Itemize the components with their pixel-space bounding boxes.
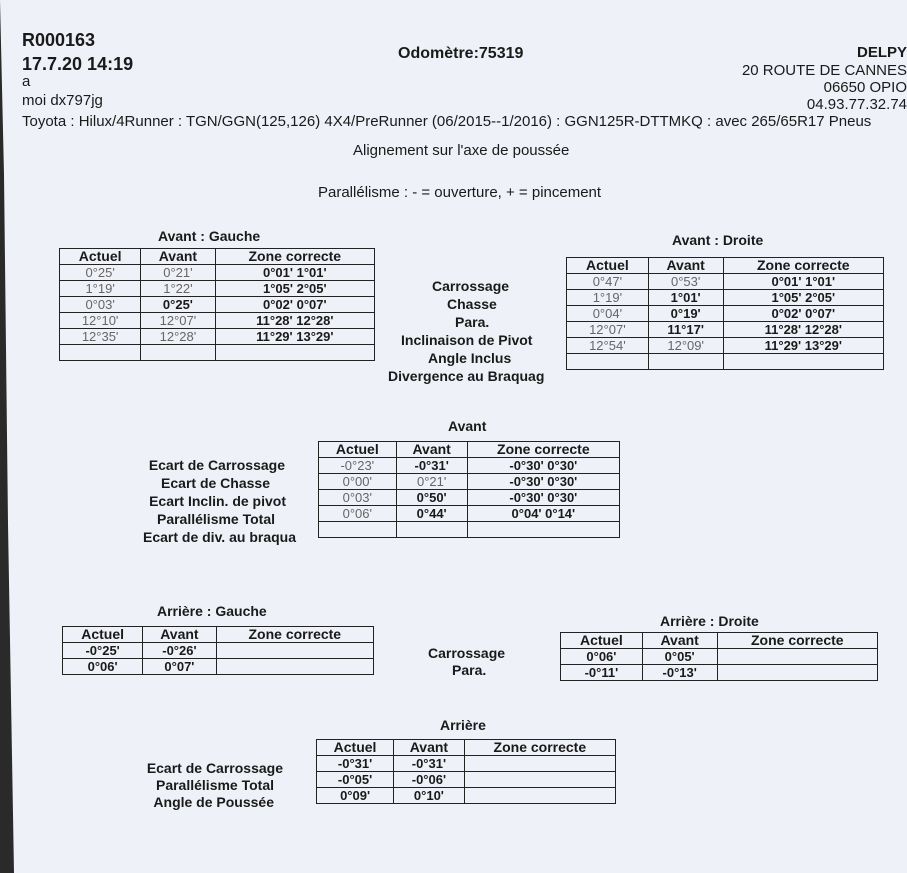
col-zone: Zone correcte xyxy=(717,633,877,649)
garage-phone: 04.93.77.32.74 xyxy=(806,96,907,113)
label-rear-parallelisme-total: Parallélisme Total xyxy=(155,777,274,793)
col-actuel: Actuel xyxy=(561,633,643,649)
table-cell: -0°05' xyxy=(317,772,394,788)
col-avant: Avant xyxy=(143,627,216,643)
table-cell: 12°28' xyxy=(141,329,215,345)
table-cell: 0°07' xyxy=(143,659,216,675)
rear-axle-table xyxy=(316,739,616,804)
table-row xyxy=(317,772,616,788)
table-cell: 11°29' 13°29' xyxy=(215,329,374,345)
label-carrossage: Carrossage xyxy=(432,278,510,294)
table-cell: 0°02' 0°07' xyxy=(215,297,374,313)
table-row xyxy=(60,313,375,329)
table-cell: 0°01' 1°01' xyxy=(215,265,374,281)
table-cell xyxy=(648,354,723,370)
table-cell: 0°21' xyxy=(141,265,215,281)
table-cell: 0°06' xyxy=(63,659,143,675)
label-angle-inclus: Angle Inclus xyxy=(428,350,512,366)
table-cell: 0°04' xyxy=(567,306,649,322)
table-cell: 1°05' 2°05' xyxy=(215,281,374,297)
garage-city: 06650 OPIO xyxy=(823,79,907,96)
table-cell xyxy=(467,522,619,538)
rear-right-table xyxy=(560,632,878,681)
table-row xyxy=(60,281,375,297)
table-cell: -0°23' xyxy=(319,458,397,474)
table-row xyxy=(319,522,620,538)
garage-name: DELPY xyxy=(856,44,907,61)
table-cell: 0°25' xyxy=(141,297,215,313)
col-zone: Zone correcte xyxy=(216,627,373,643)
table-cell: 0°06' xyxy=(561,649,643,665)
table-row xyxy=(319,490,620,506)
label-divergence-braquage: Divergence au Braquag xyxy=(388,368,545,384)
col-actuel: Actuel xyxy=(567,258,649,274)
table-row xyxy=(60,329,375,345)
rear-left-table xyxy=(62,626,374,675)
table-cell: 12°09' xyxy=(648,338,723,354)
table-row xyxy=(567,290,884,306)
table-cell: 12°54' xyxy=(567,338,649,354)
table-cell: 0°53' xyxy=(648,274,723,290)
table-cell xyxy=(464,788,615,804)
table-cell: 0°06' xyxy=(319,506,397,522)
col-actuel: Actuel xyxy=(319,442,397,458)
label-rear-para: Para. xyxy=(452,662,487,678)
operator-initial: a xyxy=(22,73,31,90)
table-cell: -0°25' xyxy=(63,643,143,659)
table-cell: 1°22' xyxy=(141,281,215,297)
label-ecart-carrossage: Ecart de Carrossage xyxy=(148,457,285,473)
table-cell xyxy=(464,756,615,772)
label-rear-carrossage: Carrossage xyxy=(428,645,506,661)
table-row xyxy=(60,297,375,313)
rear-left-title: Arrière : Gauche xyxy=(157,603,267,619)
col-actuel: Actuel xyxy=(60,249,141,265)
table-cell xyxy=(396,522,467,538)
col-zone: Zone correcte xyxy=(464,740,615,756)
table-row xyxy=(567,274,884,290)
table-cell: 0°00' xyxy=(319,474,397,490)
table-cell xyxy=(141,345,215,361)
table-cell: 11°28' 12°28' xyxy=(215,313,374,329)
table-cell: 1°19' xyxy=(60,281,141,297)
table-row xyxy=(317,788,616,804)
col-avant: Avant xyxy=(141,249,215,265)
table-cell: 0°03' xyxy=(319,490,397,506)
table-cell: 12°10' xyxy=(60,313,141,329)
alignment-mode: Alignement sur l'axe de poussée xyxy=(353,142,570,159)
vehicle-description: Toyota : Hilux/4Runner : TGN/GGN(125,126) 4X4/PreRunner (06/2015--1/2016) : GGN125R-DTTMKQ : avec 265/65R17 Pneus xyxy=(22,113,872,130)
label-ecart-chasse: Ecart de Chasse xyxy=(161,475,270,491)
table-cell: -0°31' xyxy=(394,756,465,772)
table-cell: 0°05' xyxy=(642,649,717,665)
table-cell xyxy=(216,659,373,675)
front-axle-table xyxy=(318,441,620,538)
table-cell: 1°01' xyxy=(648,290,723,306)
table-cell xyxy=(717,649,877,665)
col-zone: Zone correcte xyxy=(467,442,619,458)
table-row xyxy=(567,338,884,354)
table-cell: -0°26' xyxy=(143,643,216,659)
label-rear-ecart-carrossage: Ecart de Carrossage xyxy=(146,760,283,776)
table-cell: 0°01' 1°01' xyxy=(723,274,883,290)
rear-axle-title: Arrière xyxy=(440,717,486,733)
table-row xyxy=(63,659,374,675)
table-cell xyxy=(215,345,374,361)
table-row xyxy=(317,756,616,772)
col-avant: Avant xyxy=(394,740,465,756)
col-avant: Avant xyxy=(396,442,467,458)
label-inclinaison-pivot: Inclinaison de Pivot xyxy=(401,332,533,348)
table-row xyxy=(319,506,620,522)
front-left-title: Avant : Gauche xyxy=(158,228,261,244)
table-row xyxy=(567,322,884,338)
label-chasse: Chasse xyxy=(447,296,497,312)
table-cell xyxy=(60,345,141,361)
toe-legend: Parallélisme : - = ouverture, + = pincement xyxy=(318,184,602,201)
col-zone: Zone correcte xyxy=(215,249,374,265)
table-cell xyxy=(319,522,397,538)
table-row xyxy=(319,474,620,490)
table-cell: 11°29' 13°29' xyxy=(723,338,883,354)
table-cell: 1°19' xyxy=(567,290,649,306)
table-row xyxy=(561,649,878,665)
garage-address: 20 ROUTE DE CANNES xyxy=(741,62,907,79)
table-cell: 11°17' xyxy=(648,322,723,338)
table-row xyxy=(60,265,375,281)
table-cell xyxy=(723,354,883,370)
col-avant: Avant xyxy=(648,258,723,274)
table-cell: 0°50' xyxy=(396,490,467,506)
front-right-table xyxy=(566,257,884,370)
date-time: 17.7.20 14:19 xyxy=(22,54,134,74)
col-actuel: Actuel xyxy=(63,627,143,643)
table-row xyxy=(567,306,884,322)
table-cell: -0°31' xyxy=(396,458,467,474)
table-cell: -0°13' xyxy=(642,665,717,681)
table-cell xyxy=(464,772,615,788)
table-cell: -0°30' 0°30' xyxy=(467,458,619,474)
table-cell xyxy=(216,643,373,659)
label-ecart-inclin-pivot: Ecart Inclin. de pivot xyxy=(149,493,286,509)
col-avant: Avant xyxy=(642,633,717,649)
table-cell: 0°44' xyxy=(396,506,467,522)
table-cell: 0°04' 0°14' xyxy=(467,506,619,522)
table-cell: 1°05' 2°05' xyxy=(723,290,883,306)
table-row xyxy=(63,643,374,659)
front-axle-title: Avant xyxy=(448,418,487,434)
front-right-title: Avant : Droite xyxy=(672,232,764,248)
client-name: moi dx797jg xyxy=(22,92,103,109)
table-cell xyxy=(717,665,877,681)
label-angle-poussee: Angle de Poussée xyxy=(153,794,274,810)
table-row xyxy=(561,665,878,681)
table-cell: 0°21' xyxy=(396,474,467,490)
table-cell: 0°19' xyxy=(648,306,723,322)
front-left-table xyxy=(59,248,375,361)
table-cell xyxy=(567,354,649,370)
table-cell: 0°02' 0°07' xyxy=(723,306,883,322)
table-cell: -0°06' xyxy=(394,772,465,788)
table-row xyxy=(567,354,884,370)
label-para: Para. xyxy=(455,314,490,330)
table-cell: -0°30' 0°30' xyxy=(467,474,619,490)
col-actuel: Actuel xyxy=(317,740,394,756)
table-cell: 0°10' xyxy=(394,788,465,804)
reference-number: R000163 xyxy=(22,30,96,50)
table-cell: 12°07' xyxy=(567,322,649,338)
table-cell: -0°31' xyxy=(317,756,394,772)
table-cell: -0°11' xyxy=(561,665,643,681)
col-zone: Zone correcte xyxy=(723,258,883,274)
table-cell: -0°30' 0°30' xyxy=(467,490,619,506)
rear-right-title: Arrière : Droite xyxy=(660,613,759,629)
odometer: Odomètre:75319 xyxy=(398,45,524,62)
table-cell: 0°03' xyxy=(60,297,141,313)
table-cell: 0°25' xyxy=(60,265,141,281)
table-cell: 0°47' xyxy=(567,274,649,290)
label-ecart-div-braquage: Ecart de div. au braqua xyxy=(142,529,296,545)
table-cell: 11°28' 12°28' xyxy=(723,322,883,338)
table-cell: 12°35' xyxy=(60,329,141,345)
table-cell: 12°07' xyxy=(141,313,215,329)
label-parallelisme-total: Parallélisme Total xyxy=(156,511,275,527)
table-row xyxy=(60,345,375,361)
table-row xyxy=(319,458,620,474)
table-cell: 0°09' xyxy=(317,788,394,804)
